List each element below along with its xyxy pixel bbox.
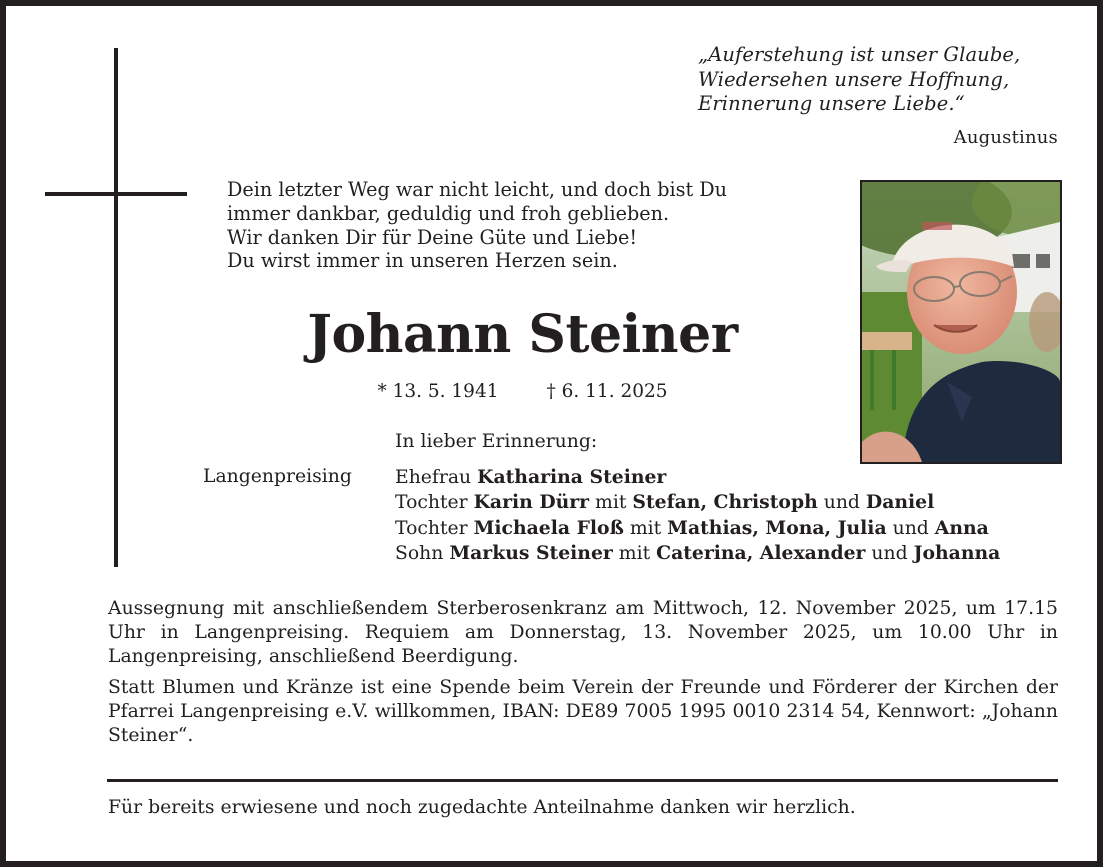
verse-line: Du wirst immer in unseren Herzen sein.: [227, 249, 618, 273]
grandchild-name: Daniel: [865, 491, 935, 513]
mourner-name: Markus Steiner: [449, 542, 613, 564]
connector-text: und: [886, 517, 935, 539]
death-date: † 6. 11. 2025: [546, 381, 668, 402]
relation-label: Ehefrau: [395, 466, 478, 488]
mourners-list: [395, 430, 1000, 567]
thanks-note: Für bereits erwiesene und noch zugedachte Anteilnahme danken wir herzlich.: [108, 797, 856, 818]
mourner-entry: [395, 465, 1000, 491]
mourner-name: Katharina Steiner: [477, 465, 667, 488]
grandchildren-names: Stefan, Christoph: [632, 491, 818, 513]
portrait-image: [862, 182, 1060, 462]
grandchild-name: Johanna: [913, 542, 1001, 564]
life-dates: [230, 380, 815, 404]
relation-label: Sohn: [395, 543, 450, 564]
mourner-entry: [395, 490, 1000, 516]
service-info: [108, 597, 1058, 754]
relation-label: Tochter: [395, 492, 474, 513]
quote-line: „Auferstehung ist unser Glaube,: [698, 43, 1021, 66]
divider-line: [107, 779, 1058, 782]
connector-text: mit: [589, 492, 633, 513]
mourner-name: Michaela Floß: [473, 516, 624, 539]
mourner-entry: [395, 516, 1000, 542]
grandchild-name: Anna: [934, 516, 989, 539]
connector-text: mit: [612, 543, 657, 564]
mourners-intro: In lieber Erinnerung:: [395, 431, 598, 452]
verse-line: Wir danken Dir für Deine Güte und Liebe!: [227, 225, 638, 249]
relation-label: Tochter: [395, 517, 474, 539]
verse-line: Dein letzter Weg war nicht leicht, und doch bist Du: [227, 178, 728, 201]
quote-line: Wiedersehen unsere Hoffnung,: [698, 67, 1010, 91]
cross-icon-horizontal: [45, 192, 187, 196]
connector-text: und: [817, 492, 866, 513]
donation-details: Statt Blumen und Kränze ist eine Spende beim Verein der Freunde und Förderer der Kirchen der Pfarrei Langenpreising e.V. willkommen, IBAN: DE89 7005 1995 0010 2314 54, Kennwort: „Johann Steiner“.: [108, 676, 1058, 747]
grandchildren-names: Mathias, Mona, Julia: [667, 516, 887, 539]
quote-block: [698, 43, 1058, 117]
cross-icon-vertical: [114, 48, 118, 567]
birth-date: * 13. 5. 1941: [377, 381, 499, 402]
funeral-details: Aussegnung mit anschließendem Sterberosenkranz am Mittwoch, 12. November 2025, um 17.15 Uhr in Langenpreising. Requiem am Donnerstag, 13. November 2025, um 10.00 Uhr in Langenpreising, anschließend Beerdigung.: [108, 598, 1058, 668]
deceased-name: Johann Steiner: [307, 304, 738, 365]
quote-line: Erinnerung unsere Liebe.“: [698, 92, 965, 115]
grandchildren-names: Caterina, Alexander: [656, 542, 866, 564]
connector-text: mit: [623, 517, 668, 539]
verse-line: immer dankbar, geduldig und froh geblieben.: [227, 201, 670, 225]
mourner-entry: [395, 541, 1000, 567]
mourners-place: Langenpreising: [203, 466, 352, 487]
portrait-photo: [860, 180, 1062, 464]
quote-author: Augustinus: [953, 127, 1058, 148]
verse-block: [227, 178, 837, 273]
mourner-name: Karin Dürr: [473, 491, 590, 513]
connector-text: und: [865, 543, 914, 564]
